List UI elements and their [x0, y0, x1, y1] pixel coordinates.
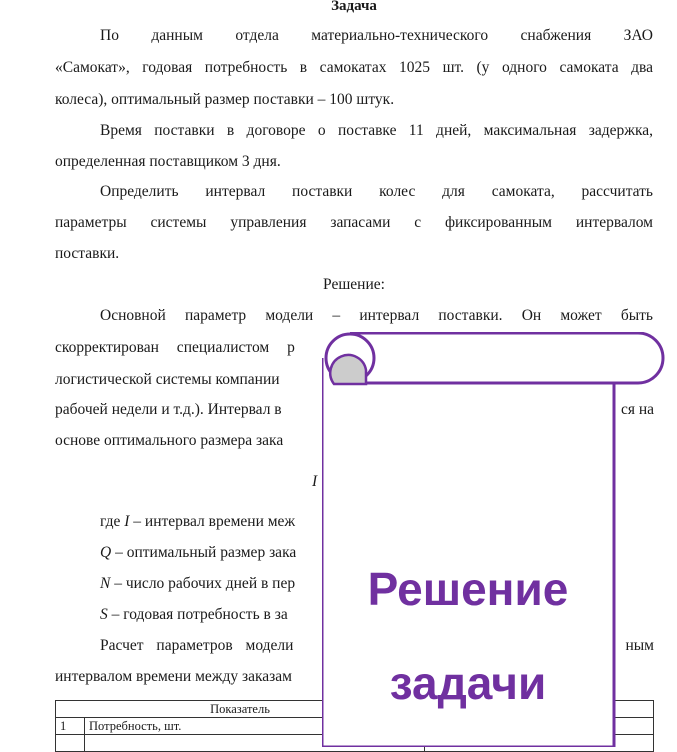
definition-prefix: где — [100, 513, 125, 530]
table-cell-num: 1 — [56, 718, 85, 735]
solution-line: рабочей недели и т.д.). Интервал в — [55, 401, 282, 418]
document-title: Задача — [331, 0, 377, 14]
definition-line — [100, 512, 330, 532]
calc-line: Расчет параметров модели — [100, 637, 294, 654]
definition-text: – число рабочих дней в пер — [110, 575, 296, 592]
banner-title-line-1: Решение — [367, 563, 569, 615]
problem-line: поставки. — [55, 245, 120, 262]
definition-line — [100, 543, 330, 563]
definition-symbol: Q — [100, 544, 112, 561]
calc-line-fragment: ным — [625, 637, 654, 654]
table-cell-label: Потребность, шт. — [85, 718, 425, 735]
problem-line: Определить интервал поставки колес для самоката, рассчитать — [100, 183, 653, 200]
scroll-top-roll — [350, 333, 663, 383]
definition-symbol: S — [100, 606, 108, 623]
definition-text: – оптимальный размер зака — [111, 544, 297, 561]
solution-line: логистической системы компании — [55, 371, 280, 388]
solution-line-fragment: ся на — [620, 401, 654, 418]
solution-heading: Решение: — [323, 276, 385, 293]
scroll-curl — [330, 355, 366, 384]
definition-text: – годовая потребность в за — [107, 606, 288, 623]
definition-symbol: I — [124, 513, 130, 530]
definition-symbol: N — [100, 575, 111, 592]
solution-line: Основной параметр модели – интервал поставки. Он может быть — [100, 307, 653, 324]
problem-line: колеса), оптимальный размер поставки – 100 штук. — [55, 91, 395, 108]
banner-title-line-2: задачи — [389, 657, 547, 709]
table-cell-num — [56, 735, 85, 752]
formula-fragment: I — [312, 473, 318, 490]
definition-line — [100, 574, 330, 594]
definition-text: – интервал времени меж — [129, 513, 296, 530]
problem-line: определенная поставщиком 3 дня. — [55, 153, 281, 170]
problem-line: «Самокат», годовая потребность в самокатах 1025 шт. (у одного самоката два — [55, 59, 653, 76]
problem-line: параметры системы управления запасами с фиксированным интервалом — [55, 214, 653, 231]
problem-line: Время поставки в договоре о поставке 11 дней, максимальная задержка, — [100, 122, 653, 139]
solution-line: скорректирован специалистом р — [55, 339, 295, 356]
calc-line: интервалом времени между заказам — [55, 668, 292, 685]
table-header-cell: Показатель — [56, 701, 425, 718]
problem-line: По данным отдела материально-технического снабжения ЗАО — [100, 27, 653, 44]
solution-line: основе оптимального размера зака — [55, 432, 284, 449]
definition-line — [100, 605, 330, 625]
